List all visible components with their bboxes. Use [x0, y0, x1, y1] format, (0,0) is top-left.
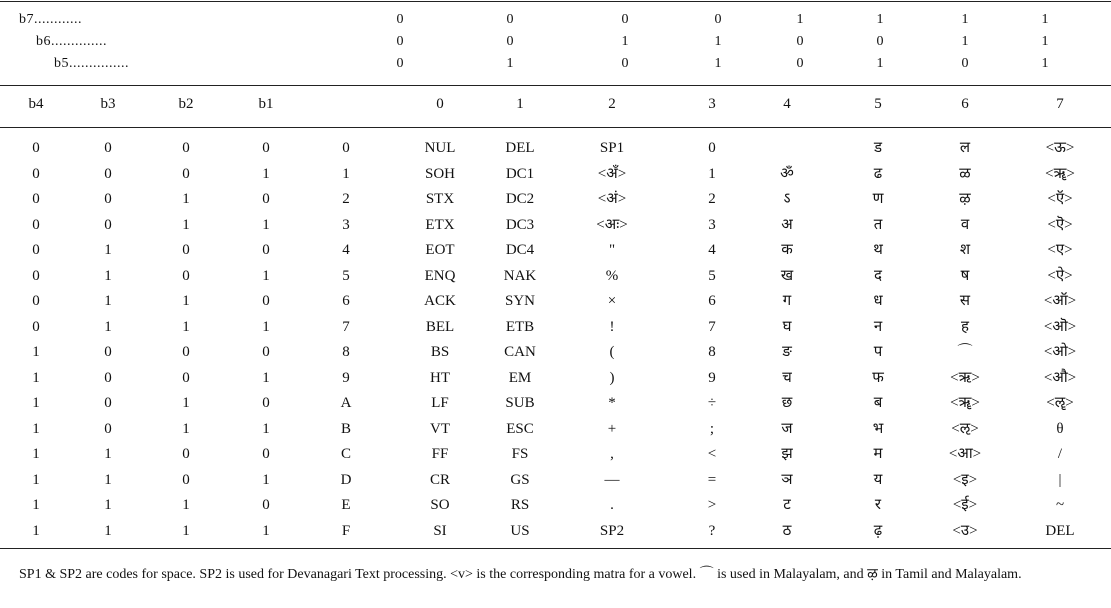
table-cell: 0 [262, 497, 270, 513]
column-header: 7 [1056, 96, 1064, 112]
table-cell: ( [609, 344, 615, 360]
bit-pattern-value: 0 [714, 12, 722, 27]
column-header: b4 [28, 96, 44, 112]
table-cell: ठ [782, 522, 792, 539]
table-cell: ESC [506, 420, 534, 437]
table-cell: ड [873, 140, 883, 156]
table-cell: 8 [342, 344, 350, 360]
table-cell: SI [433, 522, 447, 539]
table-cell: 1 [182, 293, 190, 309]
table-cell: 1 [708, 165, 716, 182]
bit-pattern-value: 0 [961, 56, 969, 71]
table-cell: 2 [342, 191, 350, 207]
table-cell: 1 [104, 267, 112, 284]
table-cell: थ [873, 242, 883, 258]
table-cell: 1 [32, 446, 40, 462]
bit-pattern-value: 0 [396, 56, 404, 71]
table-cell: NUL [424, 140, 456, 156]
table-cell: 1 [32, 471, 40, 488]
table-cell: ETB [505, 318, 535, 335]
subheader-rule [0, 127, 1111, 128]
table-cell: ल [959, 140, 971, 156]
table-cell: FS [511, 446, 529, 462]
table-cell: 1 [182, 497, 190, 513]
table-cell: च [782, 369, 792, 386]
table-cell [757, 138, 817, 159]
table-cell: क [781, 242, 793, 258]
table-cell: C [340, 446, 351, 462]
table-cell: ब [873, 395, 883, 411]
table-cell: = [707, 471, 717, 488]
table-cell: ETX [425, 216, 455, 233]
table-cell: 4 [342, 242, 350, 258]
table-cell: 1 [104, 497, 112, 513]
table-cell: DC2 [505, 191, 535, 207]
table-cell: * [608, 395, 616, 411]
table-cell: <ओ> [1043, 344, 1077, 360]
table-cell: , [610, 446, 614, 462]
table-cell: व [960, 216, 970, 233]
table-cell: 0 [104, 191, 112, 207]
table-cell: SP2 [599, 522, 625, 539]
table-cell: ) [609, 369, 615, 386]
table-cell: 5 [342, 267, 350, 284]
table-cell: छ [781, 395, 793, 411]
table-cell: 1 [262, 420, 270, 437]
table-cell: 1 [182, 216, 190, 233]
table-cell: <अं> [597, 191, 627, 207]
table-cell: 0 [708, 140, 716, 156]
table-cell: 0 [262, 293, 270, 309]
table-cell: 3 [708, 216, 716, 233]
table-cell: 0 [32, 165, 40, 182]
table-cell: फ [872, 369, 884, 386]
table-cell: ENQ [424, 267, 456, 284]
bit-label-b5: b5............... [54, 56, 129, 71]
table-cell: DC1 [505, 165, 535, 182]
bit-pattern-value: 0 [396, 34, 404, 49]
table-cell: 0 [104, 369, 112, 386]
table-cell: 7 [342, 318, 350, 335]
table-cell: EOT [425, 242, 455, 258]
table-cell: ऴ [959, 191, 971, 207]
table-cell: 0 [182, 471, 190, 488]
table-cell: CR [429, 471, 450, 488]
table-cell: ग [782, 293, 792, 309]
table-cell: θ [1056, 420, 1064, 437]
table-cell: 0 [182, 267, 190, 284]
column-header: 6 [961, 96, 969, 112]
table-cell: <ऌ> [951, 420, 979, 437]
table-cell: 4 [708, 242, 716, 258]
table-cell: 1 [32, 344, 40, 360]
table-cell: 1 [182, 318, 190, 335]
table-cell: 0 [32, 267, 40, 284]
footnote: SP1 & SP2 are codes for space. SP2 is used for Devanagari Text processing. <v> is the corresponding matra for a vowel. ⌒ is used in Malayalam, and ऴ in Tamil and Malayalam. [19, 567, 1022, 582]
table-cell: DC3 [505, 216, 535, 233]
bit-label-b7: b7............ [19, 12, 82, 27]
bit-pattern-value: 1 [621, 34, 629, 49]
table-cell: ढ [873, 165, 883, 182]
table-cell: GS [510, 471, 530, 488]
bit-pattern-value: 1 [1041, 56, 1049, 71]
table-cell: ? [708, 522, 716, 539]
table-cell: 1 [182, 522, 190, 539]
table-cell: / [1057, 446, 1063, 462]
table-cell: ध [873, 293, 883, 309]
table-cell: ष [960, 267, 970, 284]
table-cell: 0 [262, 446, 270, 462]
table-cell: <अः> [596, 216, 628, 233]
table-cell: <ऍ> [1047, 191, 1073, 207]
column-header: 2 [608, 96, 616, 112]
bit-pattern-value: 0 [621, 12, 629, 27]
table-cell: ; [709, 420, 715, 437]
bit-pattern-value: 1 [876, 56, 884, 71]
table-cell: 0 [182, 446, 190, 462]
table-cell: + [607, 420, 617, 437]
table-cell: श [959, 242, 971, 258]
table-cell: 1 [262, 318, 270, 335]
table-cell: A [340, 395, 352, 411]
bit-pattern-value: 0 [506, 34, 514, 49]
table-cell: <ॠ> [950, 395, 980, 411]
table-cell: ह [961, 318, 969, 335]
table-cell: ण [872, 191, 884, 207]
table-cell: <ऑ> [1043, 293, 1077, 309]
table-cell: 0 [262, 242, 270, 258]
table-cell: घ [782, 318, 792, 335]
table-cell: <ए> [1047, 242, 1073, 258]
table-cell: 1 [262, 369, 270, 386]
table-cell: <ऒ> [1043, 318, 1077, 335]
table-cell: 1 [32, 522, 40, 539]
column-header: b2 [178, 96, 194, 112]
table-cell: 1 [104, 293, 112, 309]
table-cell: ऽ [783, 191, 791, 207]
table-cell: DEL [1045, 522, 1075, 539]
table-cell: <उ> [952, 522, 978, 539]
table-cell: 1 [104, 242, 112, 258]
table-cell: 1 [104, 318, 112, 335]
top-rule [0, 1, 1111, 2]
table-cell: 1 [104, 471, 112, 488]
table-cell: म [873, 446, 883, 462]
table-cell: ॐ [780, 165, 794, 182]
table-cell: <ऋ> [950, 369, 980, 386]
table-cell: ख [780, 267, 794, 284]
bit-pattern-value: 1 [714, 34, 722, 49]
table-cell: र [874, 497, 882, 513]
table-cell: 0 [32, 140, 40, 156]
table-cell: SUB [505, 395, 535, 411]
table-cell: 0 [262, 344, 270, 360]
table-cell: 1 [32, 420, 40, 437]
bit-pattern-value: 1 [961, 34, 969, 49]
table-cell: 2 [708, 191, 716, 207]
table-cell: 0 [262, 140, 270, 156]
bit-pattern-value: 0 [796, 56, 804, 71]
table-cell: ~ [1055, 497, 1065, 513]
table-cell: 0 [262, 191, 270, 207]
bottom-rule [0, 548, 1111, 549]
table-cell: ढ़ [873, 522, 883, 539]
table-cell: य [873, 471, 883, 488]
table-cell: ञ [781, 471, 793, 488]
table-cell: ! [609, 318, 615, 335]
table-cell: 0 [104, 165, 112, 182]
table-cell: <आ> [948, 446, 982, 462]
table-cell: 9 [342, 369, 350, 386]
column-header: b1 [258, 96, 274, 112]
table-cell: 1 [262, 216, 270, 233]
table-cell: ACK [424, 293, 456, 309]
table-cell: 0 [104, 344, 112, 360]
table-cell: DC4 [505, 242, 535, 258]
table-cell: स [959, 293, 971, 309]
column-header: 0 [436, 96, 444, 112]
table-cell: | [1058, 471, 1062, 488]
column-header: 4 [783, 96, 791, 112]
table-cell: 6 [342, 293, 350, 309]
column-header: 5 [874, 96, 882, 112]
header-rule [0, 85, 1111, 86]
table-cell: % [605, 267, 619, 284]
table-cell: 0 [182, 165, 190, 182]
table-cell: EM [508, 369, 532, 386]
table-cell: 0 [342, 140, 350, 156]
table-cell: CAN [504, 344, 536, 360]
table-cell: भ [872, 420, 884, 437]
bit-pattern-value: 0 [506, 12, 514, 27]
table-cell: <औ> [1043, 369, 1077, 386]
table-cell: झ [781, 446, 793, 462]
table-cell: HT [430, 369, 450, 386]
table-cell: 1 [32, 497, 40, 513]
table-cell: 1 [182, 395, 190, 411]
table-cell: SO [430, 497, 450, 513]
table-cell: 0 [32, 191, 40, 207]
table-cell: 5 [708, 267, 716, 284]
bit-pattern-value: 1 [876, 12, 884, 27]
table-cell: SP1 [599, 140, 625, 156]
table-cell: VT [430, 420, 450, 437]
table-cell: 1 [342, 165, 350, 182]
table-cell: 0 [32, 293, 40, 309]
table-cell: <ॡ> [1046, 395, 1074, 411]
table-cell: SYN [504, 293, 535, 309]
table-cell: 1 [32, 395, 40, 411]
column-header: b3 [100, 96, 116, 112]
bit-pattern-value: 0 [876, 34, 884, 49]
table-cell: < [707, 446, 717, 462]
table-cell: प [873, 344, 883, 360]
table-cell: 7 [708, 318, 716, 335]
table-cell: 0 [182, 242, 190, 258]
table-cell: ट [783, 497, 791, 513]
table-cell: 0 [32, 216, 40, 233]
table-cell: <ऊ> [1045, 140, 1075, 156]
table-cell: BEL [425, 318, 455, 335]
bit-pattern-value: 1 [1041, 34, 1049, 49]
bit-pattern-value: 1 [714, 56, 722, 71]
table-cell: DEL [505, 140, 535, 156]
table-cell: 3 [342, 216, 350, 233]
bit-pattern-value: 1 [506, 56, 514, 71]
table-cell: RS [510, 497, 530, 513]
table-cell: 0 [104, 395, 112, 411]
table-cell: त [873, 216, 883, 233]
table-cell: LF [431, 395, 449, 411]
table-cell: B [340, 420, 351, 437]
table-cell: BS [430, 344, 450, 360]
table-cell: " [608, 242, 616, 258]
table-cell: <ॠ> [1045, 165, 1075, 182]
table-cell: द [874, 267, 882, 284]
table-cell: 0 [104, 420, 112, 437]
table-cell: 1 [32, 369, 40, 386]
table-cell: 0 [32, 318, 40, 335]
table-cell: 1 [182, 420, 190, 437]
column-header: 3 [708, 96, 716, 112]
table-cell: <ऎ> [1047, 216, 1073, 233]
table-cell: 1 [262, 165, 270, 182]
table-cell: > [707, 497, 717, 513]
column-header: 1 [516, 96, 524, 112]
table-cell: 0 [262, 395, 270, 411]
table-cell: 0 [32, 242, 40, 258]
table-cell: ÷ [707, 395, 717, 411]
table-cell: D [340, 471, 352, 488]
table-cell: न [873, 318, 883, 335]
table-cell: 1 [182, 191, 190, 207]
bit-label-b6: b6.............. [36, 34, 107, 49]
table-cell: US [510, 522, 530, 539]
table-cell: <अँ> [597, 165, 627, 182]
bit-pattern-value: 0 [796, 34, 804, 49]
table-cell: ⌒ [957, 344, 973, 360]
table-cell: 0 [182, 344, 190, 360]
table-cell: NAK [503, 267, 537, 284]
bit-pattern-value: 0 [396, 12, 404, 27]
table-cell: STX [425, 191, 455, 207]
table-cell: SOH [424, 165, 455, 182]
table-cell: <ऐ> [1047, 267, 1073, 284]
table-cell: F [341, 522, 351, 539]
table-cell: . [610, 497, 614, 513]
table-cell: — [604, 471, 620, 488]
table-cell: 0 [104, 140, 112, 156]
table-cell: 0 [182, 369, 190, 386]
table-cell: 0 [104, 216, 112, 233]
bit-pattern-value: 1 [961, 12, 969, 27]
bit-pattern-value: 1 [1041, 12, 1049, 27]
table-cell: 9 [708, 369, 716, 386]
bit-pattern-value: 0 [621, 56, 629, 71]
table-cell: अ [781, 216, 793, 233]
table-cell: 8 [708, 344, 716, 360]
table-cell: 1 [262, 267, 270, 284]
table-cell: 1 [104, 446, 112, 462]
table-cell: 0 [182, 140, 190, 156]
table-cell: <इ> [952, 471, 978, 488]
table-cell: 1 [104, 522, 112, 539]
table-cell: FF [431, 446, 449, 462]
table-cell: ळ [959, 165, 971, 182]
table-cell: 6 [708, 293, 716, 309]
bit-pattern-value: 1 [796, 12, 804, 27]
table-cell: <ई> [952, 497, 978, 513]
table-cell: E [341, 497, 351, 513]
table-cell: 1 [262, 471, 270, 488]
table-cell: 1 [262, 522, 270, 539]
table-cell: × [607, 293, 617, 309]
table-cell: ज [781, 420, 793, 437]
table-cell: ङ [782, 344, 792, 360]
